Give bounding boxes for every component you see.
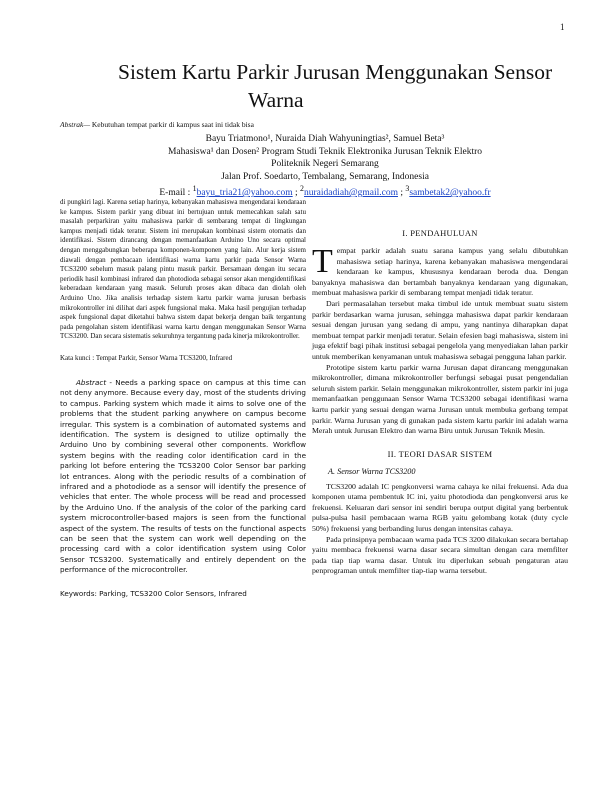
author-address: Jalan Prof. Soedarto, Tembalang, Semarang, Indonesia	[221, 171, 429, 182]
subsection-heading-sensor: A. Sensor Warna TCS3200	[328, 466, 416, 476]
right-column	[312, 228, 568, 577]
email-sup-3: 3	[405, 184, 410, 193]
section-heading-teori: II. TEORI DASAR SISTEM	[387, 448, 493, 459]
email-link-2[interactable]: nuraidadiah@gmail.com	[304, 188, 398, 199]
paragraph-tcs3200: TCS3200 adalah IC pengkonversi warna cahaya ke nilai frekuensi. Ada dua komponen utama pembentuk IC ini, yaitu photodioda dan pengkonversi arus ke frekuensi. Keluaran dari sensor ini sendiri berupa output digital yang berbentuk pulsa-pulsa hasil pembacaan warna RGB yaitu gelombang kotak (duty cycle 50%) frekuensi yang berbanding lurus dengan intensitas cahaya.	[312, 481, 568, 534]
paragraph-intro-text: empat parkir adalah suatu sarana kampus yang selalu dibutuhkan mahasiswa setiap harinya, karena kebanyakan mahasiswa mengendarai kendaraan ke kampus, khususnya kendaraan beroda dua. Dengan banyaknya mahasiswa dan bertambah banyaknya kendaraan yang digunakan, membuat mahasiswa parkir di sembarang tempat menjadi tidak teratur.	[312, 246, 568, 298]
left-column	[60, 198, 306, 598]
drop-cap: T	[312, 243, 333, 280]
email-link-3[interactable]: sambetak2@yahoo.fr	[409, 188, 491, 199]
section-heading-pendahuluan: I. PENDAHULUAN	[402, 228, 478, 238]
abstract-id-lead	[60, 120, 380, 129]
paragraph-intro	[312, 243, 568, 299]
author-block	[100, 133, 550, 200]
keywords-en: Keywords: Parking, TCS3200 Color Sensors, Infrared	[60, 588, 247, 598]
page-number: 1	[560, 22, 565, 32]
author-institution: Politeknik Negeri Semarang	[271, 159, 379, 169]
author-affiliation: Mahasiswa¹ dan Dosen² Program Studi Teknik Elektronika Jurusan Teknik Elektro	[167, 146, 483, 157]
abstract-id-body: di pungkiri lagi. Karena setiap harinya, kebanyakan mahasiswa mengendarai kendaraan ke kampus. Sistem parkir yang dibuat ini bertujuan untuk memecahkan salah satu masalah perparkiran yaitu mahasiswa parkir di sembarang tempat di lingkungan kampus menjadi tidak teratur. Sistem ini merupakan kombinasi sistem otomatis dan identifikasi. Sistem dirancang dengan memanfaatkan Arduino Uno secara optimal dengan menggabungkan beberapa komponen-komponen yang lain. Alur kerja sistem diawali dengan pembacaan identifikasi warna kartu parkir pada Sensor Warna TCS3200 sebelum masuk palang pintu masuk parkir. Bersamaan dengan itu secara periodik hasil kombinasi infrared dan photodioda sebagai sensor akan mengidentifikasi keberadaan kendaraan yang masuk. Seluruh proses akan dibaca dan diolah oleh Arduino Uno. Jika analisis terhadap sistem kartu parkir warna jurusan berbasis mikrokontroller ini dilihat dari aspek fungsional maka. Maka hasil pengujian terhadap aspek fungsional dapat diketahui bahwa sistem dapat bekerja dengan baik tergantung pada pengolahan sistem identifikasi warna kartu dengan menggunakan Sensor Warna TCS3200. Dan secara sistematis sekuruhnya tergantung pada kinerja mikrokontroller.	[60, 198, 306, 341]
abstract-id-label: Abstrak—	[60, 120, 90, 129]
email-sep-2: ;	[397, 188, 406, 199]
email-sep-1: ;	[292, 188, 301, 199]
email-sup-1: 1	[192, 184, 197, 193]
paper-title	[0, 58, 612, 114]
author-names: Bayu Triatmono¹, Nuraida Diah Wahyuningtias², Samuel Beta³	[205, 134, 445, 144]
abstract-en-body: - Needs a parking space on campus at this time can not deny anymore. Because every day, most of the students driving to campus. Parking system which made it aims to solve one of the problems that the student parking anywhere on campus become irregular. This system is a combination of automated systems and identification. The system is designed to utilize optimally the Arduino Uno by combining several other components. Workflow system begins with the reading color identification card in the parking lot before entering the TCS3200 Color Sensor bar parking lot entrances. Along with the periodic results of a combination of infrared and a photodiode as a sensor will identify the presence of vehicles that enter. The whole process will be read and processed by the Arduino Uno. If the analysis of the color of the parking card system microcontroller-based majors is seen from the functional aspect of the system. The results of tests on the functional aspects can be seen that the system can work well depending on the processing card with a color identification system using Color Sensor TCS3200. Systematically and entirely dependent on the performance of the microcontroller.	[60, 377, 306, 575]
abstract-en	[60, 378, 306, 576]
email-sup-2: 2	[300, 184, 304, 193]
kata-kunci: Kata kunci : Tempat Parkir, Sensor Warna TCS3200, Infrared	[60, 353, 233, 362]
paragraph-problem: Dari permasalahan tersebut maka timbul ide untuk membuat suatu sistem parkir berdasarkan warna jurusan, sehingga mahasiswa dapat parkir kendaraan sesuai dengan jurusan yang sedang di ampu, yang nantinya diharapkan dapat membuat tempat parkir menjadi teratur. Selain efesien bagi mahasiswa, sistem ini juga efektif bagi pihak institusi sebagai pengelola yang menyediakan lahan parkir untuk memberikan kenyamanan untuk mahasiswa sebagai pengguna lahan parkir.	[312, 298, 568, 361]
email-link-1[interactable]: bayu_tria21@yahoo.com	[196, 188, 293, 199]
paragraph-prototype: Prototipe sistem kartu parkir warna Jurusan dapat dirancang menggunakan mikrokontroller, dimana mikrokontroller berfungsi sebagai pusat pengendalian seluruh sistem parkir. Selain menggunakan mikrokontroller, sistem parkir ini juga memanfaatkan penggunaan Sensor Warna TCS3200 sebagai identifikasi warna kartu parkir yang sesuai dengan warna Jurusan untuk membuka gerbang tempat parkir. Warna Jurusan yang di gunakan pada sistem kartu parkir ini adalah warna Merah untuk Jurusan Elektro dan warna Biru untuk Jurusan Teknik Mesin.	[312, 362, 568, 436]
paragraph-principle: Pada prinsipnya pembacaan warna pada TCS 3200 dilakukan secara bertahap yaitu membaca frekuensi warna dasar secara simultan dengan cara memfilter pada tiap tiap warna dasar. Untuk itu diperlukan sebuah pengaturan atau penprograman untuk memfilter tiap-tiap warna tersebut.	[312, 534, 568, 576]
abstract-id-lead-text: Kebutuhan tempat parkir di kampus saat ini tidak bisa	[90, 120, 254, 129]
email-label: E-mail :	[159, 188, 193, 199]
title-line-2: Warna	[248, 88, 304, 112]
title-line-1: Sistem Kartu Parkir Jurusan Menggunakan Sensor	[118, 60, 553, 84]
abstract-en-label: Abstract	[76, 377, 107, 387]
